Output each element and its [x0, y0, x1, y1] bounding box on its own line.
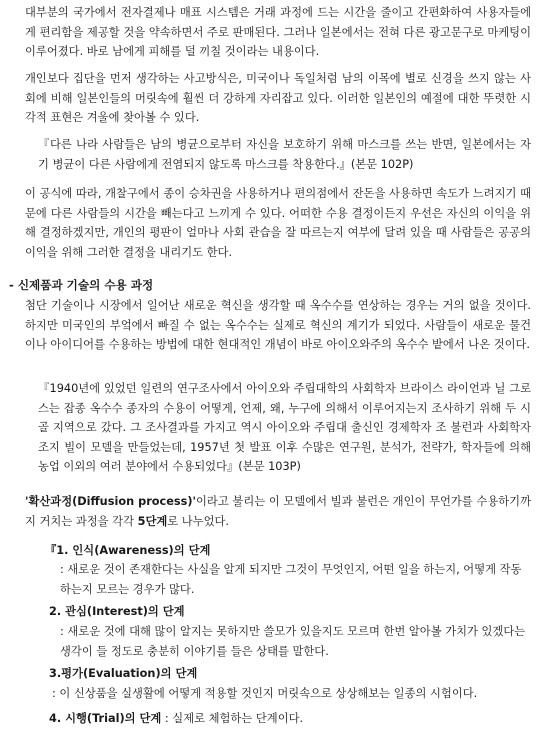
step-4	[49, 709, 303, 728]
step-2-description: : 새로운 것에 대해 많이 알지는 못하지만 쓸모가 있을지도 모르며 한번 알아볼 가치가 있겠다는 생각이 들 정도로 충분히 이야기를 들은 상태를 말한다.	[60, 625, 526, 658]
step-1-title: 『1. 인식(Awareness)의 단계	[45, 544, 211, 557]
paragraph-3: 이 공식에 따라, 개찰구에서 종이 승차권을 사용하거나 편의점에서 잔돈을 사용하면 속도가 느려지기 때문에 다른 사람들의 시간을 빼는다고 느끼게 수 있다. 어떠한 수용 결정이든지 우선은 자신의 이익을 위해 결정하겠지만, 개인의 평판이 얼마나 사회 관습을 잘 따르는지 여부에 달려 있을 때 사람들은 공공의 이익을 위해 그러한 결정을 내리기도 한다.	[25, 187, 531, 259]
step-1-description: : 새로운 것이 존재한다는 사실을 알게 되지만 그것이 무엇인지, 어떤 일을 하는지, 어떻게 작동하는지 모르는 경우가 많다.	[60, 563, 522, 596]
step-4-description: : 실제로 체험하는 단계이다.	[164, 712, 304, 725]
term-diffusion-process: '확산과정(Diffusion process)'	[25, 495, 196, 508]
paragraph-5-end: 로 나누었다.	[167, 514, 230, 528]
step-2-title: 2. 관심(Interest)의 단계	[49, 605, 185, 618]
term-five-stages: 5단계	[137, 514, 168, 528]
paragraph-5-body: 이라고 불리는 이 모델에서 빌과 불런은 개인이 무언가를 수용하기까지 거치는 과정을 각각	[25, 495, 531, 528]
paragraph-5	[25, 492, 531, 531]
paragraph-2: 개인보다 집단을 먼저 생각하는 사고방식은, 미국이나 독일처럼 남의 이목에 별로 신경을 쓰지 않는 사회에 비해 일본인들의 머릿속에 훨씬 더 강하게 자리잡고 있다. 이러한 일본인의 예절에 대한 뚜렷한 시각적 표현은 겨울에 찾아볼 수 있다.	[25, 72, 531, 124]
quote-2: 『1940년에 있었던 일련의 연구조사에서 아이오와 주립대학의 사회학자 브라이스 라이언과 닐 그로스는 잡종 옥수수 종자의 수용이 어떻게, 언제, 왜, 누구에 의해서 이루어지는지 조사하기 위해 두 시골 지역으로 갔다. 그 조사결과를 가지고 역시 아이오와 주립대 출신인 경제학자 조 불런과 사회학자 조지 빌이 모델을 만들었는데, 1957년 첫 발표 이후 수많은 연구원, 분석가, 전략가, 학자들에 의해 농업 이외의 여러 분야에서 수용되었다』(본문 103P)	[38, 382, 531, 473]
step-3-title: 3.평가(Evaluation)의 단계	[49, 667, 198, 680]
step-3-description: : 이 신상품을 실생활에 어떻게 적용할 것인지 머릿속으로 상상해보는 일종의 시험이다.	[52, 687, 478, 700]
paragraph-1: 대부분의 국가에서 전자결제나 매표 시스템은 거래 과정에 드는 시간을 줄이고 간편화하여 사용자들에게 편리함을 제공할 것을 약속하면서 주로 판매된다. 그러나 일본에서는 전혀 다른 광고문구로 마케팅이 이루어졌다. 바로 남에게 피해를 덜 끼칠 것이라는 내용이다.	[25, 6, 531, 58]
paragraph-4: 첨단 기술이나 시장에서 일어난 새로운 혁신을 생각할 때 옥수수를 연상하는 경우는 거의 없을 것이다. 하지만 미국인의 부엌에서 빠질 수 없는 옥수수는 실제로 혁신의 계기가 되었다. 사람들이 새로운 물건이나 아이디어를 수용하는 방법에 대한 현대적인 개념이 바로 아이오와주의 옥수수 밭에서 나온 것이다.	[25, 299, 531, 351]
section-heading: - 신제품과 기술의 수용 과정	[9, 278, 154, 292]
quote-1: 『다른 나라 사람들은 남의 병균으로부터 자신을 보호하기 위해 마스크를 쓰는 반면, 일본에서는 자기 병균이 다른 사람에게 전염되지 않도록 마스크를 착용한다.』(본문 102P)	[38, 138, 531, 171]
step-4-title: 4. 시행(Trial)의 단계	[49, 712, 162, 725]
